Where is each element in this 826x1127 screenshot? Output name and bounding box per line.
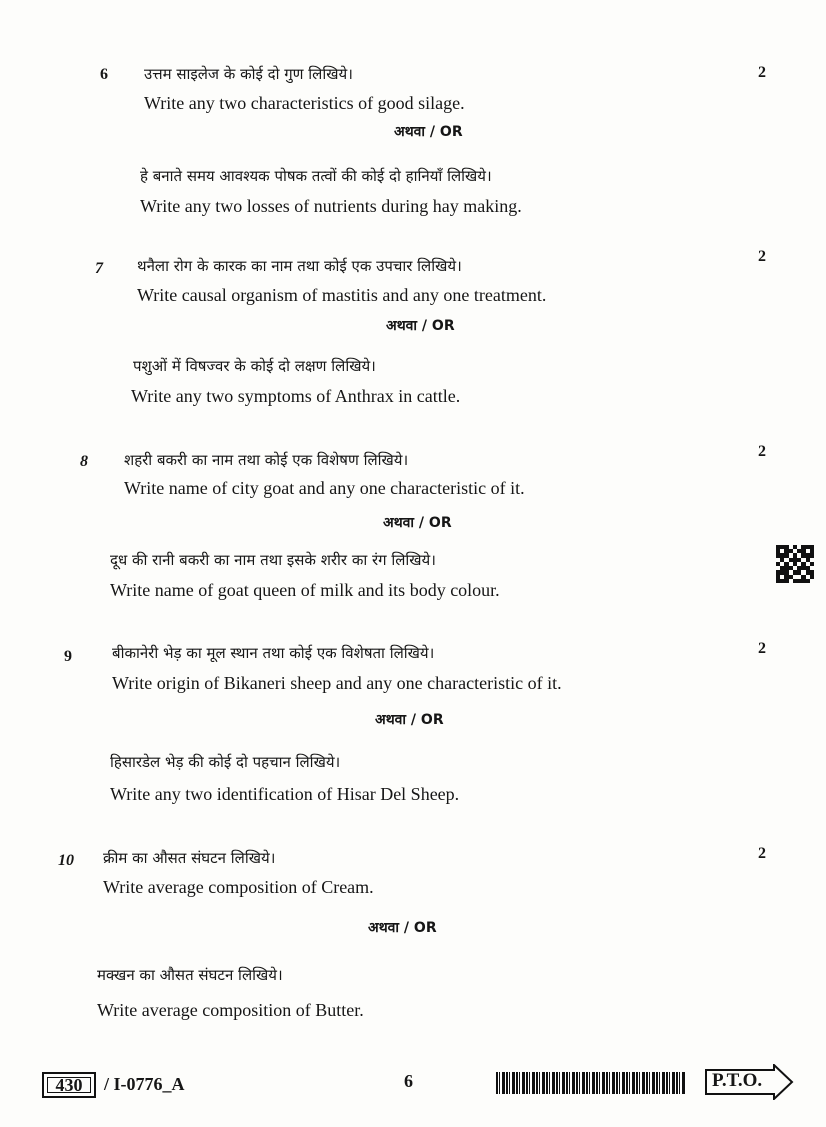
alternative-text-hindi: मक्खन का औसत संघटन लिखिये। bbox=[97, 966, 283, 984]
question-number: 7 bbox=[95, 260, 103, 277]
or-separator: अथवा / OR bbox=[394, 124, 463, 140]
alternative-text-english: Write any two losses of nutrients during hay making. bbox=[140, 196, 522, 216]
question-text-hindi: शहरी बकरी का नाम तथा कोई एक विशेषण लिखिये। bbox=[124, 451, 409, 469]
alternative-text-hindi: पशुओं में विषज्वर के कोई दो लक्षण लिखिये। bbox=[133, 357, 376, 375]
alternative-text-english: Write name of goat queen of milk and its body colour. bbox=[110, 580, 500, 600]
barcode bbox=[496, 1072, 686, 1094]
question-marks: 2 bbox=[758, 248, 766, 265]
question-text-english: Write origin of Bikaneri sheep and any one characteristic of it. bbox=[112, 673, 562, 693]
question-text-hindi: क्रीम का औसत संघटन लिखिये। bbox=[103, 849, 276, 867]
question-text-english: Write causal organism of mastitis and any one treatment. bbox=[137, 285, 547, 305]
alternative-text-hindi: हिसारडेल भेड़ की कोई दो पहचान लिखिये। bbox=[110, 753, 341, 771]
question-text-english: Write name of city goat and any one characteristic of it. bbox=[124, 478, 525, 498]
alternative-text-hindi: हे बनाते समय आवश्यक पोषक तत्वों की कोई दो हानियाँ लिखिये। bbox=[140, 167, 492, 185]
alternative-text-english: Write any two identification of Hisar Del Sheep. bbox=[110, 784, 460, 804]
question-number: 6 bbox=[100, 66, 108, 83]
question-marks: 2 bbox=[758, 64, 766, 81]
alternative-text-hindi: दूध की रानी बकरी का नाम तथा इसके शरीर का रंग लिखिये। bbox=[110, 551, 436, 569]
qr-code bbox=[776, 545, 814, 583]
or-separator: अथवा / OR bbox=[375, 712, 444, 728]
question-text-english: Write any two characteristics of good silage. bbox=[144, 93, 465, 113]
question-number: 8 bbox=[80, 453, 88, 470]
question-marks: 2 bbox=[758, 443, 766, 460]
pto-label: P.T.O. bbox=[712, 1070, 763, 1091]
page-number: 6 bbox=[404, 1071, 413, 1091]
paper-id: / I-0776_A bbox=[104, 1074, 185, 1094]
or-separator: अथवा / OR bbox=[386, 318, 455, 334]
or-separator: अथवा / OR bbox=[368, 920, 437, 936]
question-text-hindi: बीकानेरी भेड़ का मूल स्थान तथा कोई एक विशेषता लिखिये। bbox=[112, 644, 435, 662]
question-text-english: Write average composition of Cream. bbox=[103, 877, 374, 897]
question-text-hindi: थनैला रोग के कारक का नाम तथा कोई एक उपचार लिखिये। bbox=[137, 257, 462, 275]
question-number: 10 bbox=[58, 852, 74, 869]
question-text-hindi: उत्तम साइलेज के कोई दो गुण लिखिये। bbox=[144, 65, 353, 83]
alternative-text-english: Write any two symptoms of Anthrax in cattle. bbox=[131, 386, 461, 406]
question-marks: 2 bbox=[758, 640, 766, 657]
question-marks: 2 bbox=[758, 845, 766, 862]
or-separator: अथवा / OR bbox=[383, 515, 452, 531]
question-number: 9 bbox=[64, 648, 72, 665]
alternative-text-english: Write average composition of Butter. bbox=[97, 1000, 364, 1020]
paper-code-box: 430 bbox=[42, 1072, 96, 1098]
